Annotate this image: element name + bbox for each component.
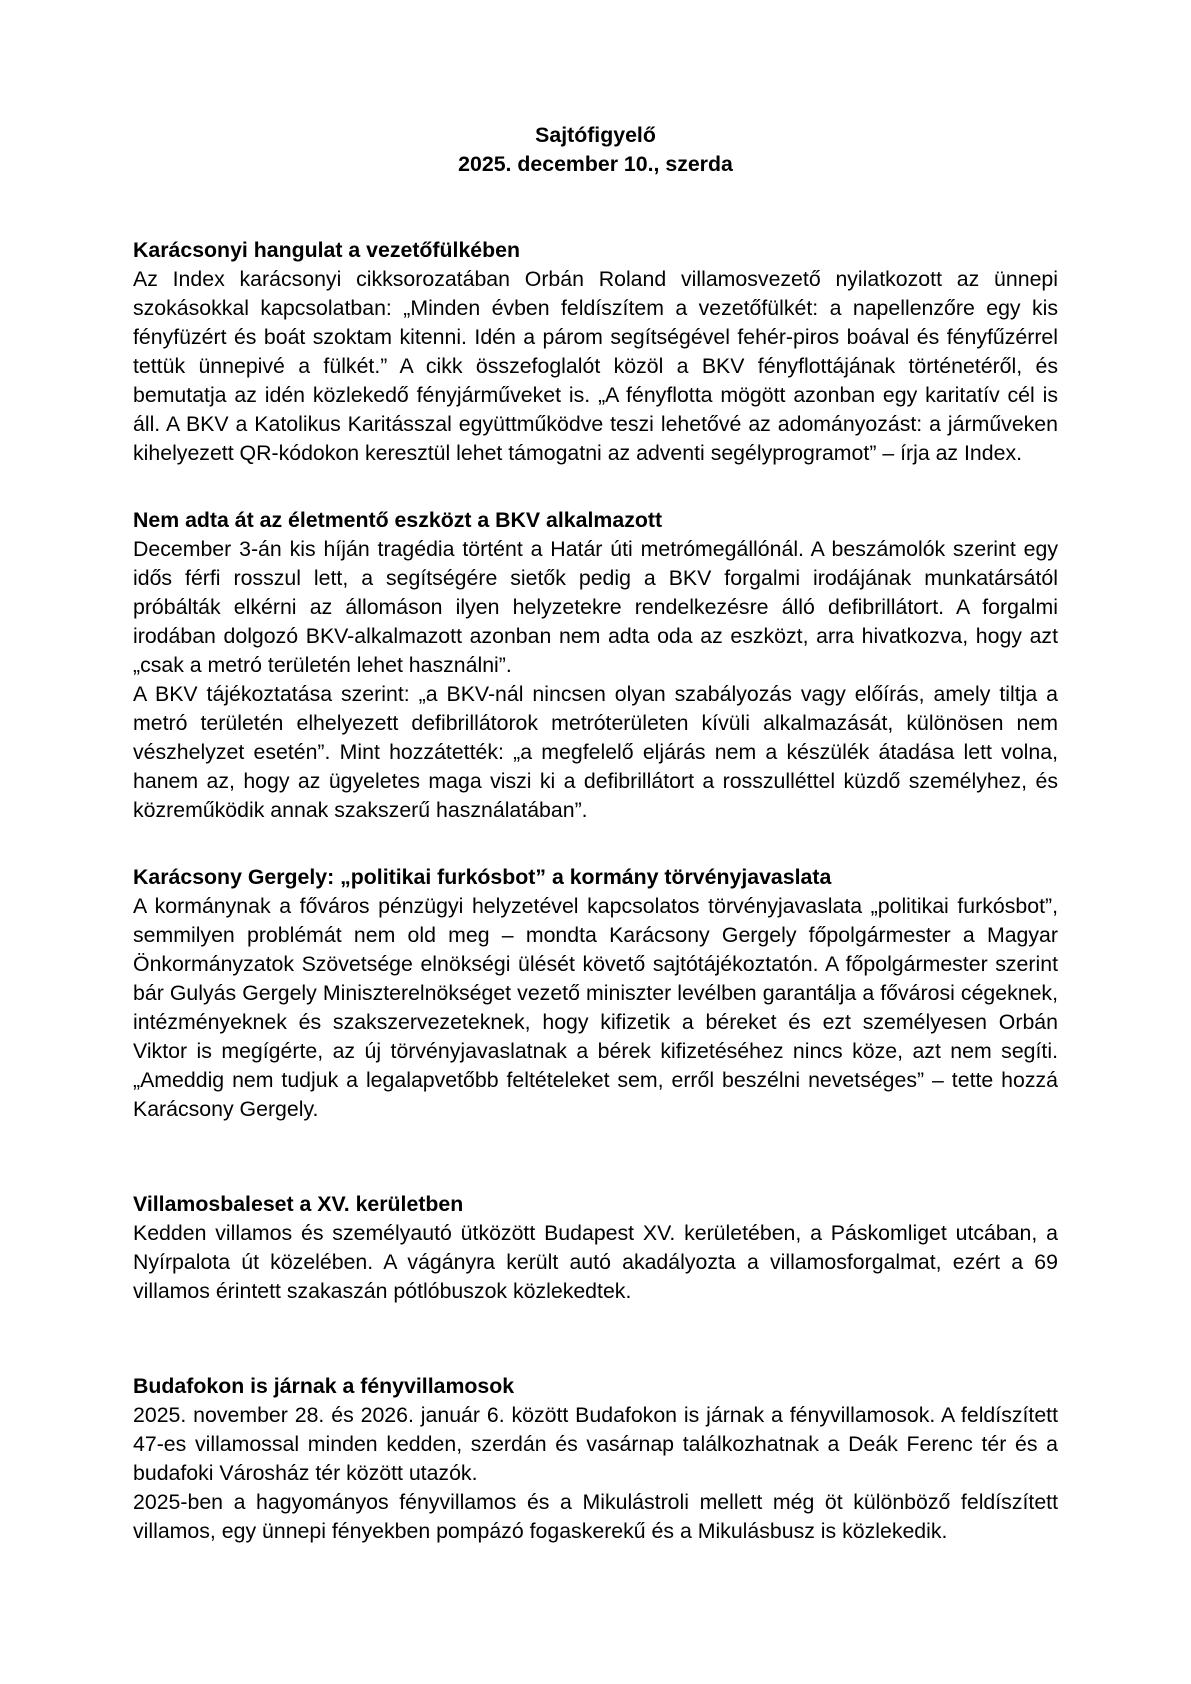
section-villamosbaleset [133, 1190, 1058, 1306]
section-paragraph: Az Index karácsonyi cikksorozatában Orbán Roland villamosvezető nyilatkozott az ünnepi szokásokkal kapcsolatban: „Minden évben feldíszítem a vezetőfülkét: a napellenzőre egy kis fényfüzért és boát szoktam kitenni. Idén a párom segítségével fehér-piros boával és fényfűzérrel tettük ünnepivé a fülkét.” A cikk összefoglalót közöl a BKV fényflottájának történetéről, és bemutatja az idén közlekedő fényjárműveket is. „A fényflotta mögött azonban egy karitatív cél is áll. A BKV a Katolikus Karitásszal együttműködve teszi lehetővé az adományozást: a járműveken kihelyezett QR-kódokon keresztül lehet támogatni az adventi segélyprogramot” – írja az Index. [133, 267, 1058, 465]
document-header [133, 121, 1058, 179]
section-heading: Karácsony Gergely: „politikai furkósbot” a kormány törvényjavaslata [133, 865, 832, 889]
section-karacsonyi-hangulat [133, 236, 1058, 468]
page-date: 2025. december 10., szerda [458, 152, 733, 176]
section-paragraph: 2025-ben a hagyományos fényvillamos és a Mikulástroli mellett még öt különböző feldíszített villamos, egy ünnepi fényekben pompázó fogaskerekű és a Mikulásbusz is közlekedik. [133, 1490, 1058, 1543]
section-heading: Budafokon is járnak a fényvillamosok [133, 1374, 515, 1398]
section-paragraph: A kormánynak a főváros pénzügyi helyzetével kapcsolatos törvényjavaslata „politikai furkósbot”, semmilyen problémát nem old meg – mondta Karácsony Gergely főpolgármester a Magyar Önkormányzatok Szövetsége elnökségi ülését követő sajtótájékoztatón. A főpolgármester szerint bár Gulyás Gergely Miniszterelnökséget vezető miniszter levélben garantálja a fővárosi cégeknek, intézményeknek és szakszervezeteknek, hogy kifizetik a béreket és ezt személyesen Orbán Viktor is megígérte, az új törvényjavaslatnak a bérek kifizetéséhez nincs köze, azt nem segíti. „Ameddig nem tudjuk a legalapvetőbb feltételeket sem, erről beszélni nevetséges” – tette hozzá Karácsony Gergely. [133, 894, 1058, 1121]
section-paragraph: Kedden villamos és személyautó ütközött Budapest XV. kerületében, a Páskomliget utcában, a Nyírpalota út közelében. A vágányra került autó akadályozta a villamosforgalmat, ezért a 69 villamos érintett szakaszán pótlóbuszok közlekedtek. [133, 1221, 1058, 1303]
section-heading: Nem adta át az életmentő eszközt a BKV alkalmazott [133, 508, 663, 532]
section-budafok-fenyvillamos [133, 1372, 1058, 1546]
section-paragraph: A BKV tájékoztatása szerint: „a BKV-nál nincsen olyan szabályozás vagy előírás, amely tiltja a metró területén elhelyezett defibrillátorok metróterületen kívüli alkalmazását, különösen nem vészhelyzet esetén”. Mint hozzátették: „a megfelelő eljárás nem a készülék átadása lett volna, hanem az, hogy az ügyeletes maga viszi ki a defibrillátort a rosszulléttel küzdő személyhez, és közreműködik annak szakszerű használatában”. [133, 682, 1058, 822]
section-karacsony-gergely [133, 863, 1058, 1124]
section-defibrillator-eset [133, 506, 1058, 825]
section-heading: Villamosbaleset a XV. kerületben [133, 1192, 464, 1216]
section-paragraph: December 3-án kis híján tragédia történt a Határ úti metrómegállónál. A beszámolók szerint egy idős férfi rosszul lett, a segítségére sietők pedig a BKV forgalmi irodájának munkatársától próbálták elkérni az állomáson ilyen helyzetekre rendelkezésre álló defibrillátort. A forgalmi irodában dolgozó BKV-alkalmazott azonban nem adta oda az eszközt, arra hivatkozva, hogy azt „csak a metró területén lehet használni”. [133, 537, 1058, 677]
page-title: Sajtófigyelő [535, 123, 656, 147]
section-paragraph: 2025. november 28. és 2026. január 6. között Budafokon is járnak a fényvillamosok. A feldíszített 47-es villamossal minden kedden, szerdán és vasárnap találkozhatnak a Deák Ferenc tér és a budafoki Városház tér között utazók. [133, 1403, 1058, 1485]
section-heading: Karácsonyi hangulat a vezetőfülkében [133, 238, 521, 262]
